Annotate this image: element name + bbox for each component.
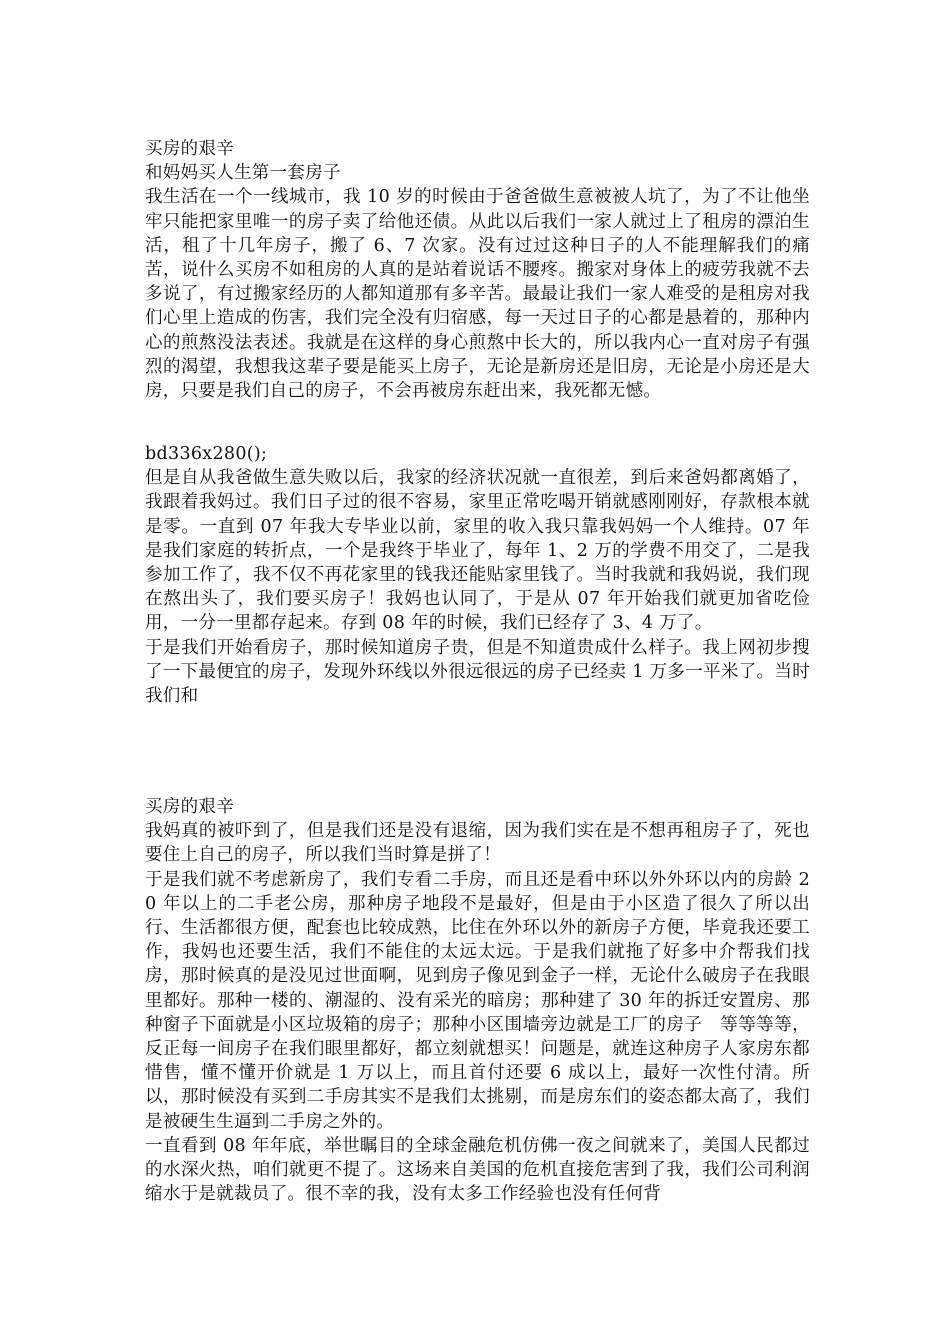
doc-subtitle: 和妈妈买人生第一套房子 — [145, 163, 341, 184]
doc-title: 买房的艰辛 — [145, 139, 234, 159]
section-househunting — [145, 795, 810, 1206]
paragraph: 我生活在一个一线城市，我 10 岁的时候由于爸爸做生意被被人坑了，为了不让他坐牢只能把家里唯一的房子卖了给他还债。从此以后我们一家人就过上了租房的漂泊生活，租了十几年房子，搬了 6、7 次家。没有过过这种日子的人不能理解我们的痛苦，说什么买房不如租房的人真的是站着说话不腰疼。搬家对身体上的疲劳我就不去多说了，有过搬家经历的人都知道那有多辛苦。最最让我们一家人难受的是租房对我们心里上造成的伤害，我们完全没有归宿感，每一天过日子的心都是悬着的，那种内心的煎熬没法表述。我就是在这样的身心煎熬中长大的，所以我内心一直对房子有强烈的渴望，我想我这辈子要是能买上房子，无论是新房还是旧房，无论是小房还是大房，只要是我们自己的房子，不会再被房东赶出来，我死都无憾。 — [145, 187, 810, 402]
paragraph: 我妈真的被吓到了，但是我们还是没有退缩，因为我们实在是不想再租房子了，死也要住上自己的房子，所以我们当时算是拼了！ — [145, 821, 810, 866]
paragraph: 于是我们开始看房子，那时候知道房子贵，但是不知道贵成什么样子。我上网初步搜了一下最便宜的房子，发现外环线以外很远很远的房子已经卖 1 万多一平米了。当时我们和 — [145, 637, 810, 707]
paragraph: 一直看到 08 年年底，举世瞩目的全球金融危机仿佛一夜之间就来了，美国人民都过的水深火热，咱们就更不提了。这场来自美国的危机直接危害到了我，我们公司利润缩水于是就裁员了。很不幸的我，没有太多工作经验也没有任何背 — [145, 1135, 810, 1205]
ad-code-line: bd336x280(); — [145, 444, 268, 464]
paragraph: 于是我们就不考虑新房了，我们专看二手房，而且还是看中环以外外环以内的房龄 20 年以上的二手老公房，那种房子地段不是最好，但是由于小区造了很久了所以出行、生活都很方便，配套也比较成熟，比住在外环以外的新房子方便，毕竟我还要工作，我妈也还要生活，我们不能住的太远太远。于是我们就拖了好多中介帮我们找房，那时候真的是没见过世面啊，见到房子像见到金子一样，无论什么破房子在我眼里都好。那种一楼的、潮湿的、没有采光的暗房；那种建了 30 年的拆迁安置房、那种窗子下面就是小区垃圾箱的房子；那种小区围墙旁边就是工厂的房子 等等等等，反正每一间房子在我们眼里都好，都立刻就想买！问题是，就连这种房子人家房东都惜售，懂不懂开价就是 1 万以上，而且首付还要 6 成以上，最好一次性付清。所以，那时候没有买到二手房其实不是我们太挑剔，而是房东们的姿态都太高了，我们是被硬生生逼到二手房之外的。 — [145, 869, 810, 1132]
section-title: 买房的艰辛 — [145, 797, 234, 817]
paragraph: 但是自从我爸做生意失败以后，我家的经济状况就一直很差，到后来爸妈都离婚了，我跟着我妈过。我们日子过的很不容易，家里正常吃喝开销就感刚刚好，存款根本就是零。一直到 07 年我大专毕业以前，家里的收入我只靠我妈妈一个人维持。07 年是我们家庭的转折点，一个是我终于毕业了，每年 1、2 万的学费不用交了，二是我参加工作了，我不仅不再花家里的钱我还能贴家里钱了。当时我就和我妈说，我们现在熬出头了，我们要买房子！我妈也认同了，于是从 07 年开始我们就更加省吃俭用，一分一里都存起来。存到 08 年的时候，我们已经存了 3、4 万了。 — [145, 468, 810, 634]
section-saving — [145, 442, 810, 708]
section-intro — [145, 137, 810, 403]
